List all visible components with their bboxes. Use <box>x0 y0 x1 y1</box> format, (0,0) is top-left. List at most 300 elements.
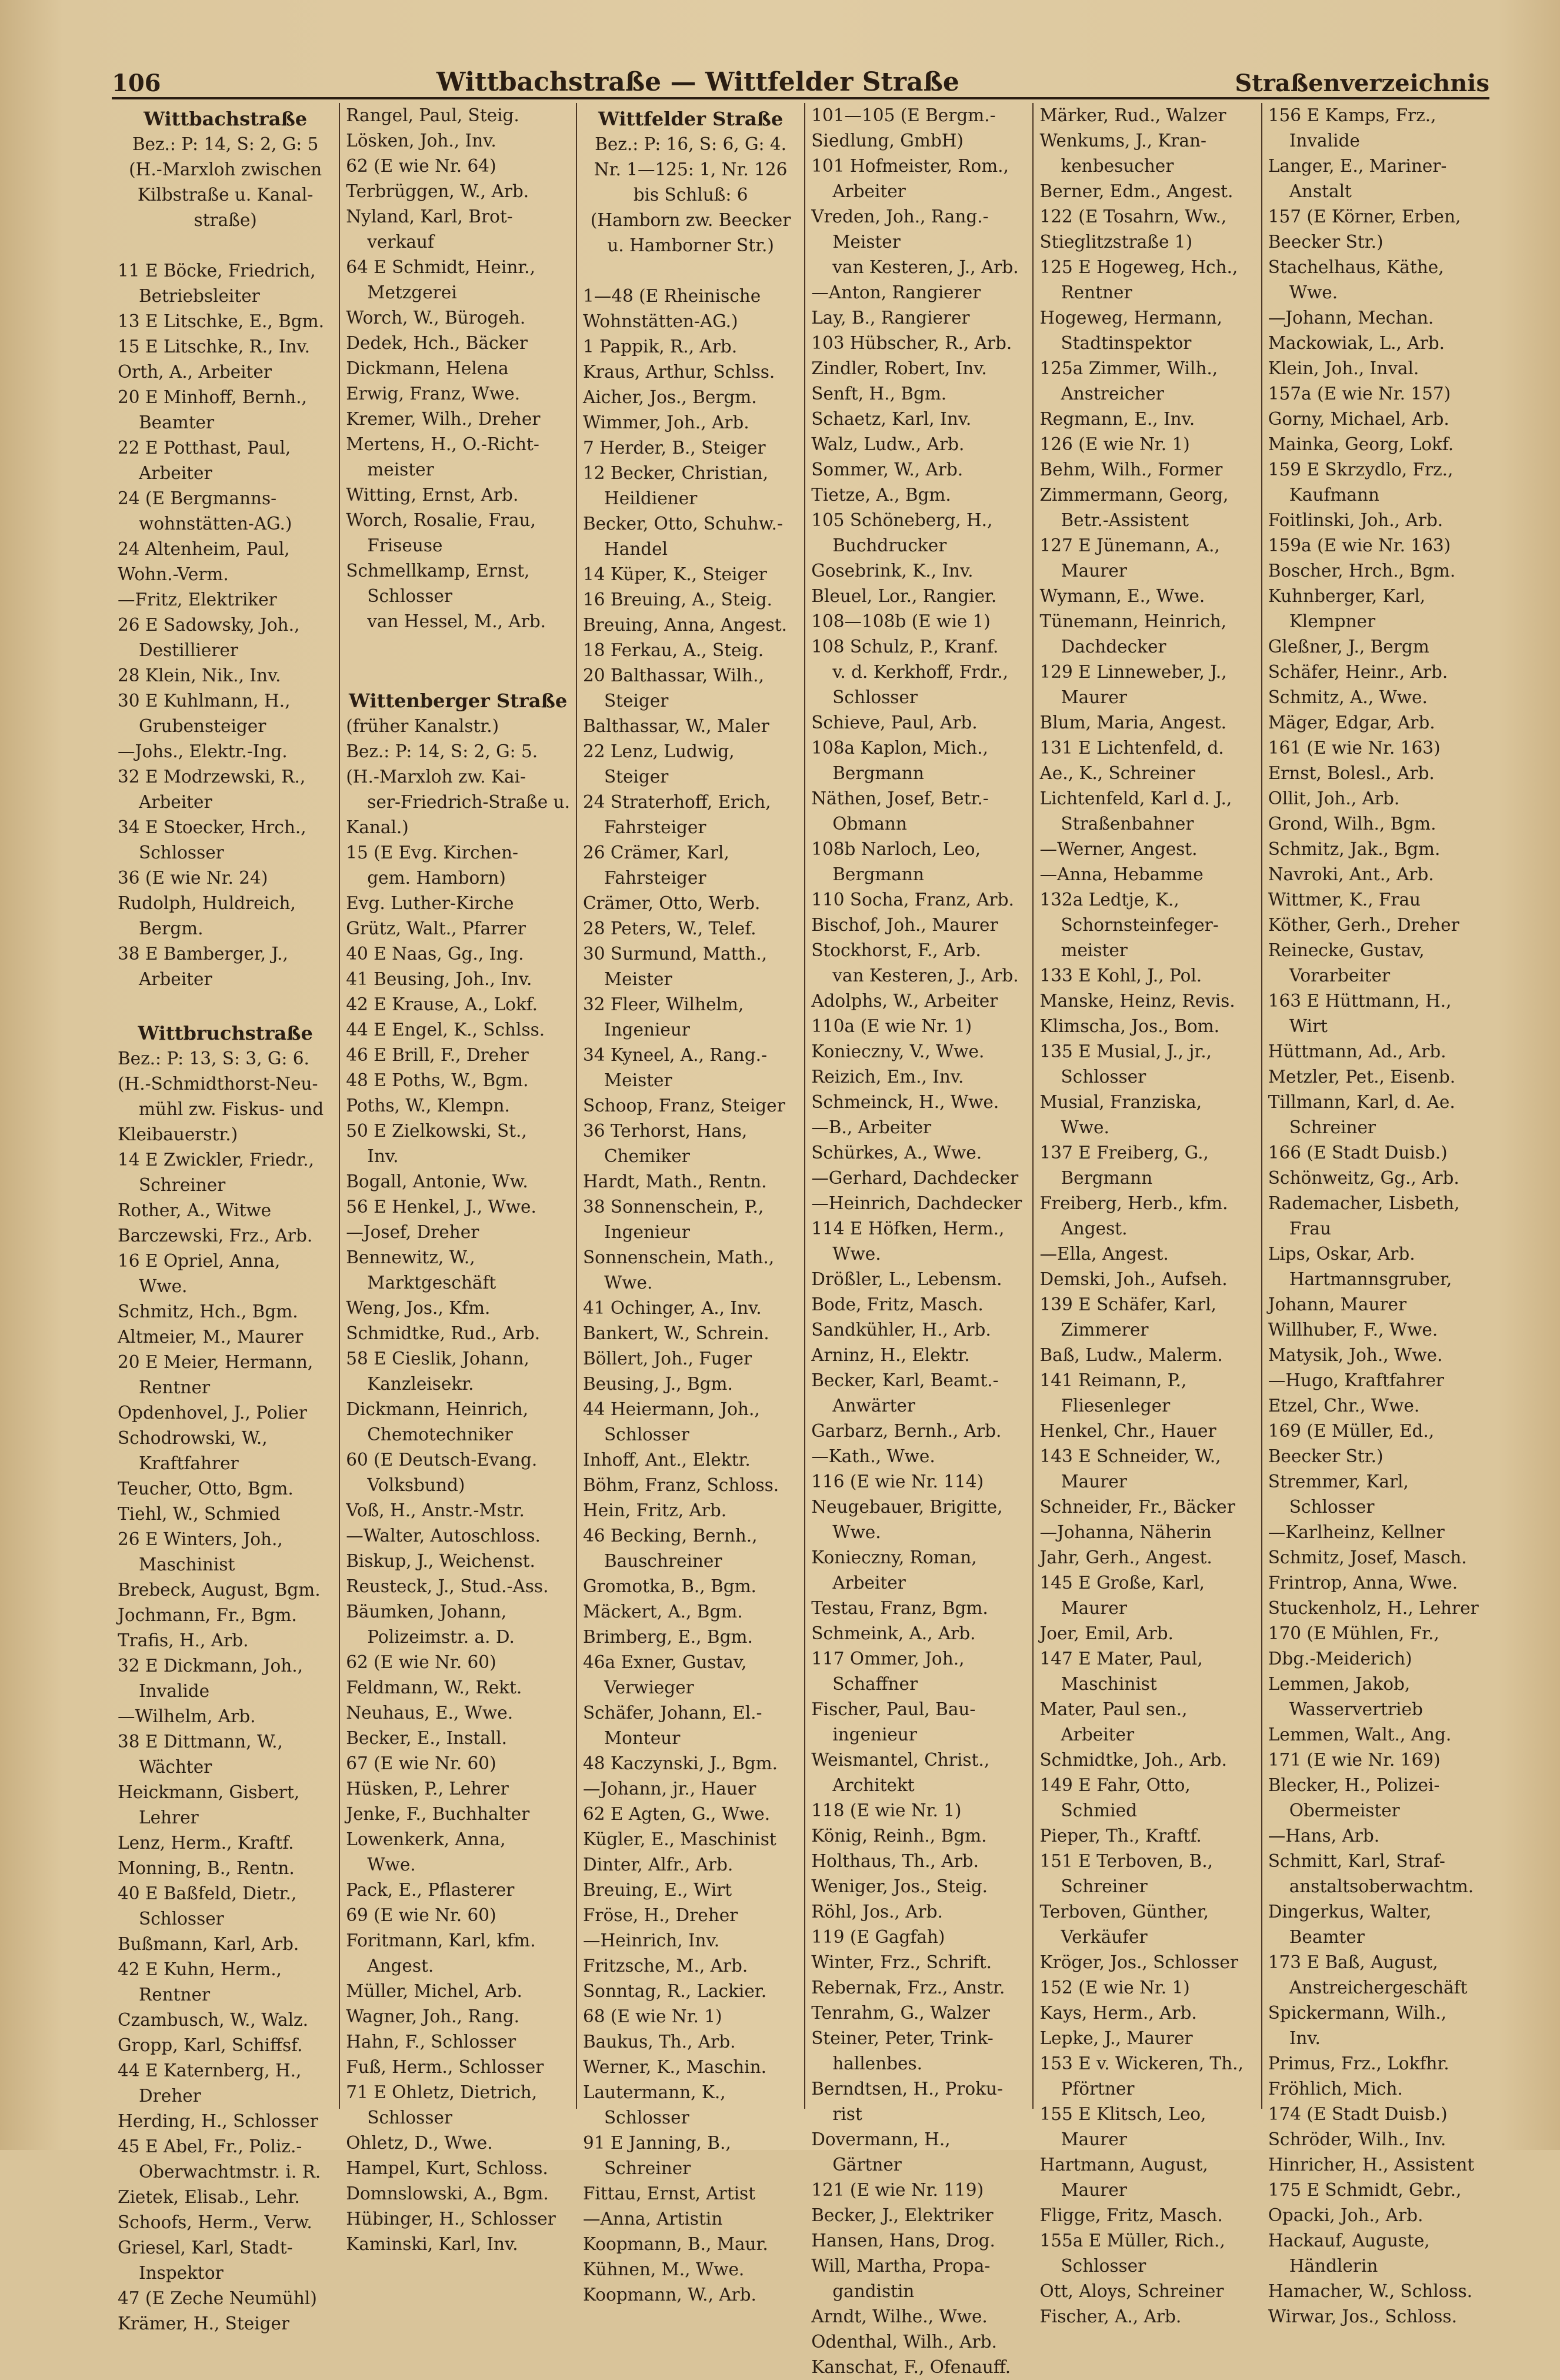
entry-line: 114 E Höfken, Herm., <box>811 1219 1005 1239</box>
entry-line: Sonnenschein, Math., <box>582 1247 775 1267</box>
entry-line: Dickmann, Heinrich, <box>346 1399 529 1419</box>
entry-line: Lemmen, Jakob, <box>1268 1674 1411 1694</box>
entry-line: Schlosser <box>1289 1497 1375 1517</box>
entry-line: 101 Hofmeister, Rom., <box>811 156 1009 176</box>
entry-line: Wasservertrieb <box>1289 1699 1423 1719</box>
entry-line: Krämer, H., Steiger <box>118 2314 290 2334</box>
entry-line: Adolphs, W., Arbeiter <box>811 991 998 1011</box>
entry-line: 105 Schöneberg, H., <box>811 510 993 530</box>
entry-line: Lichtenfeld, Karl d. J., <box>1039 788 1232 808</box>
entry-line: Wohnstätten-AG.) <box>582 311 738 331</box>
entry-line: Zimmerer <box>1061 1320 1149 1340</box>
entry-line: 137 E Freiberg, G., <box>1039 1143 1209 1163</box>
entry-line: Frintrop, Anna, Wwe. <box>1268 1573 1458 1593</box>
entry-line: 153 E v. Wickeren, Th., <box>1039 2053 1244 2073</box>
entry-line: Arbeiter <box>832 1573 906 1593</box>
entry-line: 175 E Schmidt, Gebr., <box>1268 2180 1462 2200</box>
entry-line: Weismantel, Christ., <box>811 1750 990 1770</box>
entry-line: 135 E Musial, J., jr., <box>1039 1041 1212 1061</box>
entry-line: 133 E Kohl, J., Pol. <box>1039 966 1202 986</box>
entry-line: Kilbstraße u. Kanal- <box>137 185 314 205</box>
entry-line: Breuing, Anna, Angest. <box>582 615 787 635</box>
entry-line: Hübinger, H., Schlosser <box>346 2209 556 2229</box>
entry-line: 155a E Müller, Rich., <box>1039 2231 1225 2251</box>
entry-line: gandistin <box>832 2281 915 2301</box>
entry-line: 171 (E wie Nr. 169) <box>1268 1750 1441 1770</box>
entry-line: Becker, J., Elektriker <box>811 2205 994 2225</box>
entry-line: Bergmann <box>832 763 924 783</box>
entry-line: Metzgerei <box>367 282 457 302</box>
entry-line: 62 (E wie Nr. 64) <box>346 156 496 176</box>
entry-line: Schmeinck, H., Wwe. <box>811 1092 999 1112</box>
entry-line: 14 E Zwickler, Friedr., <box>118 1150 314 1170</box>
entry-line: 127 E Jünemann, A., <box>1039 535 1220 555</box>
entry-line: Schmellkamp, Ernst, <box>346 561 530 581</box>
entry-line: Invalide <box>139 1681 210 1701</box>
entry-line: —Anna, Hebamme <box>1039 864 1204 884</box>
entry-line: Senft, H., Bgm. <box>811 384 947 404</box>
entry-line: Klempner <box>1289 611 1376 631</box>
entry-line: Rademacher, Lisbeth, <box>1268 1193 1460 1213</box>
entry-line: Garbarz, Bernh., Arb. <box>811 1421 1002 1441</box>
entry-line: Herding, H., Schlosser <box>118 2111 318 2131</box>
entry-line: 108 Schulz, P., Kranf. <box>811 637 999 657</box>
entry-line: Tiehl, W., Schmied <box>118 1504 281 1524</box>
entry-line: Schäfer, Heinr., Arb. <box>1268 662 1448 682</box>
entry-line: Bez.: P: 16, S: 6, G: 4. <box>595 134 787 154</box>
entry-line: Klimscha, Jos., Bom. <box>1039 1016 1219 1036</box>
entry-line: Schmitz, Hch., Bgm. <box>118 1301 298 1322</box>
entry-line: 58 E Cieslik, Johann, <box>346 1349 529 1369</box>
entry-line: 110a (E wie Nr. 1) <box>811 1016 972 1036</box>
entry-line: Rentner <box>139 1377 211 1397</box>
entry-line: Weng, Jos., Kfm. <box>346 1298 491 1318</box>
entry-line: Sommer, W., Arb. <box>811 460 964 480</box>
entry-line: 44 E Katernberg, H., <box>118 2061 302 2081</box>
entry-line: Schlosser <box>139 1909 224 1929</box>
entry-line: 12 Becker, Christian, <box>582 463 768 483</box>
entry-line: Fligge, Fritz, Masch. <box>1039 2205 1223 2225</box>
entry-line: Betriebsleiter <box>139 286 260 306</box>
entry-line: 28 Klein, Nik., Inv. <box>118 665 281 685</box>
entry-line: Erwig, Franz, Wwe. <box>346 384 521 404</box>
entry-line: Siedlung, GmbH) <box>811 131 964 151</box>
entry-line: Stockhorst, F., Arb. <box>811 940 981 960</box>
entry-line: Evg. Luther-Kirche <box>346 893 514 913</box>
entry-line: Kanzleisekr. <box>367 1374 474 1394</box>
entry-line: Lepke, J., Maurer <box>1039 2028 1193 2048</box>
entry-line: 44 E Engel, K., Schlss. <box>346 1020 545 1040</box>
entry-line: Baß, Ludw., Malerm. <box>1039 1345 1223 1365</box>
entry-line: 62 E Agten, G., Wwe. <box>582 1804 771 1824</box>
entry-line: Rentner <box>1061 282 1132 302</box>
entry-line: Reizich, Em., Inv. <box>811 1067 964 1087</box>
column-5 <box>1034 103 1262 2326</box>
entry-line: 126 (E wie Nr. 1) <box>1039 434 1190 454</box>
entry-line: Nr. 1—125: 1, Nr. 126 <box>594 159 788 179</box>
entry-line <box>346 634 570 660</box>
entry-line: 20 Balthassar, Wilh., <box>582 665 764 685</box>
entry-line: Hartmann, August, <box>1039 2155 1208 2175</box>
entry-line: Tillmann, Karl, d. Ae. <box>1268 1092 1455 1112</box>
entry-line: 14 Küper, K., Steiger <box>582 564 767 584</box>
entry-line: Volksbund) <box>367 1475 465 1495</box>
entry-line: Steiger <box>604 767 669 787</box>
entry-line: Bergm. <box>139 918 204 938</box>
entry-line: Inspektor <box>139 2263 224 2283</box>
entry-line: Schreiner <box>139 1175 226 1195</box>
entry-line: Worch, Rosalie, Frau, <box>346 510 536 530</box>
entry-line: Betr.-Assistent <box>1061 510 1189 530</box>
entry-line: Fliesenleger <box>1061 1396 1171 1416</box>
entry-line: van Hessel, M., Arb. <box>367 611 546 631</box>
entry-line: 108a Kaplon, Mich., <box>811 738 988 758</box>
entry-line: 143 E Schneider, W., <box>1039 1446 1221 1466</box>
entry-line: 38 E Bamberger, J., <box>118 944 288 964</box>
entry-line: Wächter <box>139 1757 212 1777</box>
entry-line: Winter, Frz., Schrift. <box>811 1952 992 1972</box>
entry-line: Bischof, Joh., Maurer <box>811 915 998 935</box>
entry-line: Pieper, Th., Kraftf. <box>1039 1826 1202 1846</box>
entry-line: Böhm, Franz, Schloss. <box>582 1475 779 1495</box>
entry-line: 169 (E Müller, Ed., <box>1268 1421 1435 1441</box>
entry-line: Feldmann, W., Rekt. <box>346 1677 522 1697</box>
entry-line: Oberwachtmstr. i. R. <box>139 2162 321 2182</box>
entry-line: Schmidtke, Joh., Arb. <box>1039 1750 1227 1770</box>
entry-line: (H.-Schmidthorst-Neu- <box>118 1074 318 1094</box>
entry-line: Invalide <box>1289 131 1360 151</box>
entry-line: 159 E Skrzydlo, Frz., <box>1268 460 1454 480</box>
entry-line: Behm, Wilh., Former <box>1039 460 1223 480</box>
entry-line: Navroki, Ant., Arb. <box>1268 864 1434 884</box>
entry-line: Verwieger <box>604 1677 694 1697</box>
entry-line: —Fritz, Elektriker <box>118 590 277 610</box>
entry-line: 67 (E wie Nr. 60) <box>346 1753 496 1773</box>
street-heading: Wittfelder Straße <box>598 108 784 130</box>
entry-line: Gromotka, B., Bgm. <box>582 1576 756 1596</box>
entry-line: 155 E Klitsch, Leo, <box>1039 2104 1206 2124</box>
entry-line: Metzler, Pet., Eisenb. <box>1268 1067 1456 1087</box>
entry-line: Boscher, Hrch., Bgm. <box>1268 561 1456 581</box>
entry-line: Wwe. <box>604 1273 653 1293</box>
entry-line: Wwe. <box>832 1522 881 1542</box>
entry-line: Rudolph, Huldreich, <box>118 893 296 913</box>
entry-line: —Werner, Angest. <box>1039 839 1198 859</box>
entry-line: Lautermann, K., <box>582 2082 726 2102</box>
entry-line: Rebernak, Frz., Anstr. <box>811 1978 1005 1998</box>
entry-line: Gropp, Karl, Schiffsf. <box>118 2035 303 2055</box>
entry-line: Meister <box>832 232 901 252</box>
entry-line: 110 Socha, Franz, Arb. <box>811 890 1014 910</box>
entry-line: Monning, B., Rentn. <box>118 1858 295 1878</box>
entry-line: 69 (E wie Nr. 60) <box>346 1905 496 1925</box>
entry-line: Orth, A., Arbeiter <box>118 362 272 382</box>
entry-line: —Anna, Artistin <box>582 2209 723 2229</box>
entry-line: Biskup, J., Weichenst. <box>346 1551 535 1571</box>
entry-line: Kaminski, Karl, Inv. <box>346 2234 518 2254</box>
entry-line: Hahn, F., Schlosser <box>346 2032 516 2052</box>
entry-line: 157 (E Körner, Erben, <box>1268 207 1461 227</box>
entry-line: Bez.: P: 14, S: 2, G: 5 <box>132 134 319 154</box>
entry-line: 46 Becking, Bernh., <box>582 1526 758 1546</box>
entry-line: Fröse, H., Dreher <box>582 1905 738 1925</box>
entry-line: Schmeink, A., Arb. <box>811 1623 976 1643</box>
entry-line: —Wilhelm, Arb. <box>118 1706 256 1726</box>
entry-line: —Heinrich, Inv. <box>582 1930 720 1950</box>
entry-line: Angest. <box>1061 1219 1128 1239</box>
entry-line: Ohletz, D., Wwe. <box>346 2133 493 2153</box>
entry-line: Becker, Otto, Schuhw.- <box>582 514 783 534</box>
entry-line: Wenkums, J., Kran- <box>1039 131 1206 151</box>
entry-line: 116 (E wie Nr. 114) <box>811 1472 984 1492</box>
entry-line: Handel <box>604 539 668 559</box>
entry-line: Fahrsteiger <box>604 817 706 837</box>
entry-line: Schaetz, Karl, Inv. <box>811 409 972 429</box>
entry-line: Fittau, Ernst, Artist <box>582 2183 755 2203</box>
entry-line: Meister <box>604 969 672 989</box>
entry-line: Joer, Emil, Arb. <box>1039 1623 1174 1643</box>
entry-line: Lehrer <box>139 1808 199 1828</box>
entry-line: Manske, Heinz, Revis. <box>1039 991 1235 1011</box>
entry-line: Werner, K., Maschin. <box>582 2057 766 2077</box>
entry-line: 118 (E wie Nr. 1) <box>811 1800 962 1820</box>
entry-line: Schornsteinfeger- <box>1061 915 1219 935</box>
entry-line: Anstreichergeschäft <box>1289 1978 1468 1998</box>
entry-line: —Johanna, Näherin <box>1039 1522 1212 1542</box>
entry-line: 30 Surmund, Matth., <box>582 944 768 964</box>
entry-line: Hinricher, H., Assistent <box>1268 2155 1475 2175</box>
entry-line: 41 Beusing, Joh., Inv. <box>346 969 532 989</box>
entry-line: Böllert, Joh., Fuger <box>582 1349 752 1369</box>
entry-line: Frau <box>1289 1219 1331 1239</box>
entry-line: Pförtner <box>1061 2079 1135 2099</box>
entry-line: v. d. Kerkhoff, Frdr., <box>832 662 1008 682</box>
entry-line: Blecker, H., Polizei- <box>1268 1775 1440 1795</box>
entry-line: 1—48 (E Rheinische <box>582 286 761 306</box>
entry-line: Hein, Fritz, Arb. <box>582 1500 727 1520</box>
entry-line: 122 (E Tosahrn, Ww., <box>1039 207 1227 227</box>
entry-line: 40 E Baßfeld, Dietr., <box>118 1883 297 1903</box>
entry-line: Arbeiter <box>1061 1725 1135 1745</box>
entry-line: 152 (E wie Nr. 1) <box>1039 1978 1190 1998</box>
entry-line: 15 (E Evg. Kirchen- <box>346 843 518 863</box>
entry-line: Grond, Wilh., Bgm. <box>1268 814 1436 834</box>
entry-line: Näthen, Josef, Betr.- <box>811 788 989 808</box>
entry-line: Etzel, Chr., Wwe. <box>1268 1396 1420 1416</box>
entry-line: Drößler, L., Lebensm. <box>811 1269 1002 1289</box>
entry-line: 26 E Sadowsky, Joh., <box>118 615 300 635</box>
entry-line: Lowenkerk, Anna, <box>346 1829 506 1849</box>
entry-line: Opdenhovel, J., Polier <box>118 1403 307 1423</box>
entry-line: Dickmann, Helena <box>346 358 509 378</box>
entry-line: 40 E Naas, Gg., Ing. <box>346 944 524 964</box>
entry-line: 48 Kaczynski, J., Bgm. <box>582 1753 778 1773</box>
street-heading: Wittbruchstraße <box>138 1022 313 1044</box>
entry-line: —Johann, Mechan. <box>1268 308 1434 328</box>
entry-line: Kühnen, M., Wwe. <box>582 2259 745 2279</box>
entry-line: Fischer, A., Arb. <box>1039 2306 1182 2326</box>
entry-line: Kleibauerstr.) <box>118 1124 238 1144</box>
entry-line: Stremmer, Karl, <box>1268 1472 1409 1492</box>
entry-line: Straßenbahner <box>1061 814 1194 834</box>
entry-line: Koopmann, W., Arb. <box>582 2285 756 2305</box>
entry-line: Schlosser <box>1061 2256 1146 2276</box>
entry-line: Marktgeschäft <box>367 1273 496 1293</box>
entry-line: Mäckert, A., Bgm. <box>582 1602 743 1622</box>
entry-line: Dachdecker <box>1061 637 1166 657</box>
entry-line: Terbrüggen, W., Arb. <box>346 181 529 201</box>
entry-line: Buchdrucker <box>832 535 947 555</box>
entry-line: 22 E Potthast, Paul, <box>118 438 291 458</box>
entry-line: 34 Kyneel, A., Rang.- <box>582 1045 767 1065</box>
entry-line: Schlosser <box>1061 1067 1146 1087</box>
entry-line: Arbeiter <box>139 792 212 812</box>
entry-line: 156 E Kamps, Frz., <box>1268 105 1436 125</box>
entry-line: Stachelhaus, Käthe, <box>1268 257 1444 277</box>
entry-line: Bode, Fritz, Masch. <box>811 1294 984 1314</box>
entry-line: Wirwar, Jos., Schloss. <box>1268 2306 1457 2326</box>
entry-line: Schreiner <box>1289 1117 1376 1137</box>
entry-line: 101—105 (E Bergm.- <box>811 105 996 125</box>
entry-line: Bennewitz, W., <box>346 1247 475 1267</box>
entry-line: 121 (E wie Nr. 119) <box>811 2180 984 2200</box>
entry-line: Odenthal, Wilh., Arb. <box>811 2332 997 2352</box>
entry-line: Berner, Edm., Angest. <box>1039 181 1234 201</box>
entry-line: Schodrowski, W., <box>118 1428 268 1448</box>
entry-line: Reusteck, J., Stud.-Ass. <box>346 1576 549 1596</box>
entry-line: ser-Friedrich-Straße u. <box>367 792 570 812</box>
entry-line: verkauf <box>367 232 434 252</box>
entry-line: Lenz, Herm., Kraftf. <box>118 1833 294 1853</box>
entry-line: van Kesteren, J., Arb. <box>832 257 1019 277</box>
entry-line: Beamter <box>139 412 215 432</box>
entry-line: 36 (E wie Nr. 24) <box>118 868 268 888</box>
entry-line: 170 (E Mühlen, Fr., <box>1268 1623 1439 1643</box>
entry-line: Langer, E., Mariner- <box>1268 156 1447 176</box>
entry-line: Ernst, Bolesl., Arb. <box>1268 763 1435 783</box>
entry-line: Schlosser <box>604 1424 689 1444</box>
entry-line: 62 (E wie Nr. 60) <box>346 1652 496 1672</box>
entry-line: 28 Peters, W., Telef. <box>582 918 756 938</box>
entry-line: Schmied <box>1061 1800 1137 1820</box>
entry-line: 131 E Lichtenfeld, d. <box>1039 738 1224 758</box>
entry-line: 7 Herder, B., Steiger <box>582 438 766 458</box>
entry-line: Konieczny, V., Wwe. <box>811 1041 985 1061</box>
entry-line: u. Hamborner Str.) <box>607 235 774 255</box>
entry-line: —B., Arbeiter <box>811 1117 932 1137</box>
entry-line <box>583 258 798 284</box>
entry-line: Schmitz, A., Wwe. <box>1268 687 1428 707</box>
entry-line: 125 E Hogeweg, Hch., <box>1039 257 1238 277</box>
entry-line: Dreher <box>139 2086 201 2106</box>
entry-line: 32 Fleer, Wilhelm, <box>582 994 744 1014</box>
entry-line: Obmann <box>832 814 907 834</box>
entry-line: Mackowiak, L., Arb. <box>1268 333 1445 353</box>
entry-line: Altmeier, M., Maurer <box>118 1327 304 1347</box>
entry-line: Dinter, Alfr., Arb. <box>582 1855 734 1875</box>
entry-line: 64 E Schmidt, Heinr., <box>346 257 535 277</box>
entry-line: 108b Narloch, Leo, <box>811 839 981 859</box>
entry-line: 26 E Winters, Joh., <box>118 1529 283 1549</box>
entry-line: Grütz, Walt., Pfarrer <box>346 918 526 938</box>
entry-line: —Hugo, Kraftfahrer <box>1268 1370 1445 1390</box>
entry-line: Wymann, E., Wwe. <box>1039 586 1205 606</box>
entry-line: Neugebauer, Brigitte, <box>811 1497 1003 1517</box>
entry-line: hallenbes. <box>832 2053 922 2073</box>
entry-line: Koopmann, B., Maur. <box>582 2234 768 2254</box>
entry-line: Becker, E., Install. <box>346 1728 508 1748</box>
entry-line: 129 E Linneweber, J., <box>1039 662 1227 682</box>
entry-line: Mater, Paul sen., <box>1039 1699 1188 1719</box>
entry-line: meister <box>1061 940 1128 960</box>
entry-line: Wwe. <box>139 1276 188 1296</box>
entry-line: 30 E Kuhlmann, H., <box>118 691 291 711</box>
entry-line: Terboven, Günther, <box>1039 1902 1209 1922</box>
column-2 <box>340 103 577 2254</box>
entry-line: Gorny, Michael, Arb. <box>1268 409 1449 429</box>
entry-line: Brimberg, E., Bgm. <box>582 1627 753 1647</box>
entry-line: Stieglitzstraße 1) <box>1039 232 1193 252</box>
entry-line: 68 (E wie Nr. 1) <box>582 2006 722 2026</box>
entry-line <box>118 992 333 1017</box>
entry-line: Angest. <box>367 1956 434 1976</box>
entry-line: Stadtinspektor <box>1061 333 1192 353</box>
entry-line: Anwärter <box>832 1396 915 1416</box>
entry-line: Will, Martha, Propa- <box>811 2256 991 2276</box>
entry-line: Vorarbeiter <box>1289 966 1391 986</box>
entry-line: 38 E Dittmann, W., <box>118 1732 283 1752</box>
entry-line: 103 Hübscher, R., Arb. <box>811 333 1012 353</box>
entry-line: Gärtner <box>832 2155 902 2175</box>
entry-line: Kanschat, F., Ofenauff. <box>811 2357 1011 2377</box>
entry-line: Märker, Rud., Walzer <box>1039 105 1226 125</box>
entry-line: Kays, Herm., Arb. <box>1039 2003 1197 2023</box>
entry-line: Dingerkus, Walter, <box>1268 1902 1432 1922</box>
entry-line: 47 (E Zeche Neumühl) <box>118 2288 317 2308</box>
page-header <box>112 56 1489 99</box>
entry-line: 11 E Böcke, Friedrich, <box>118 261 316 281</box>
entry-line: Voß, H., Anstr.-Mstr. <box>346 1500 525 1520</box>
entry-line: Aicher, Jos., Bergm. <box>582 387 757 407</box>
entry-line: 46 E Brill, F., Dreher <box>346 1045 529 1065</box>
entry-line: Kraftfahrer <box>139 1453 239 1473</box>
entry-line: —Johs., Elektr.-Ing. <box>118 741 288 761</box>
entry-line: Arninz, H., Elektr. <box>811 1345 970 1365</box>
entry-line: Beamter <box>1289 1927 1365 1947</box>
entry-line: Wagner, Joh., Rang. <box>346 2006 520 2026</box>
entry-line: —Ella, Angest. <box>1039 1244 1169 1264</box>
entry-line: Wwe. <box>1289 282 1338 302</box>
entry-line: 24 Straterhoff, Erich, <box>582 792 771 812</box>
entry-line: 44 Heiermann, Joh., <box>582 1399 760 1419</box>
entry-line: Fuß, Herm., Schlosser <box>346 2057 544 2077</box>
entry-line: Dedek, Hch., Bäcker <box>346 333 528 353</box>
entry-line: Hogeweg, Hermann, <box>1039 308 1222 328</box>
entry-line <box>346 660 570 685</box>
page-title: Wittbachstraße — Wittfelder Straße <box>436 67 959 97</box>
entry-line: Schmitz, Jak., Bgm. <box>1268 839 1441 859</box>
entry-line: Destillierer <box>139 640 238 660</box>
street-columns <box>112 103 1489 2377</box>
entry-line: Holthaus, Th., Arb. <box>811 1851 979 1871</box>
entry-line: 60 (E Deutsch-Evang. <box>346 1450 538 1470</box>
entry-line: Lay, B., Rangierer <box>811 308 970 328</box>
entry-line: 125a Zimmer, Wilh., <box>1039 358 1218 378</box>
entry-line: Arndt, Wilhe., Wwe. <box>811 2306 988 2326</box>
entry-line: Schönweitz, Gg., Arb. <box>1268 1168 1459 1188</box>
entry-line: Breuing, E., Wirt <box>582 1880 732 1900</box>
entry-line: Kuhnberger, Karl, <box>1268 586 1426 606</box>
